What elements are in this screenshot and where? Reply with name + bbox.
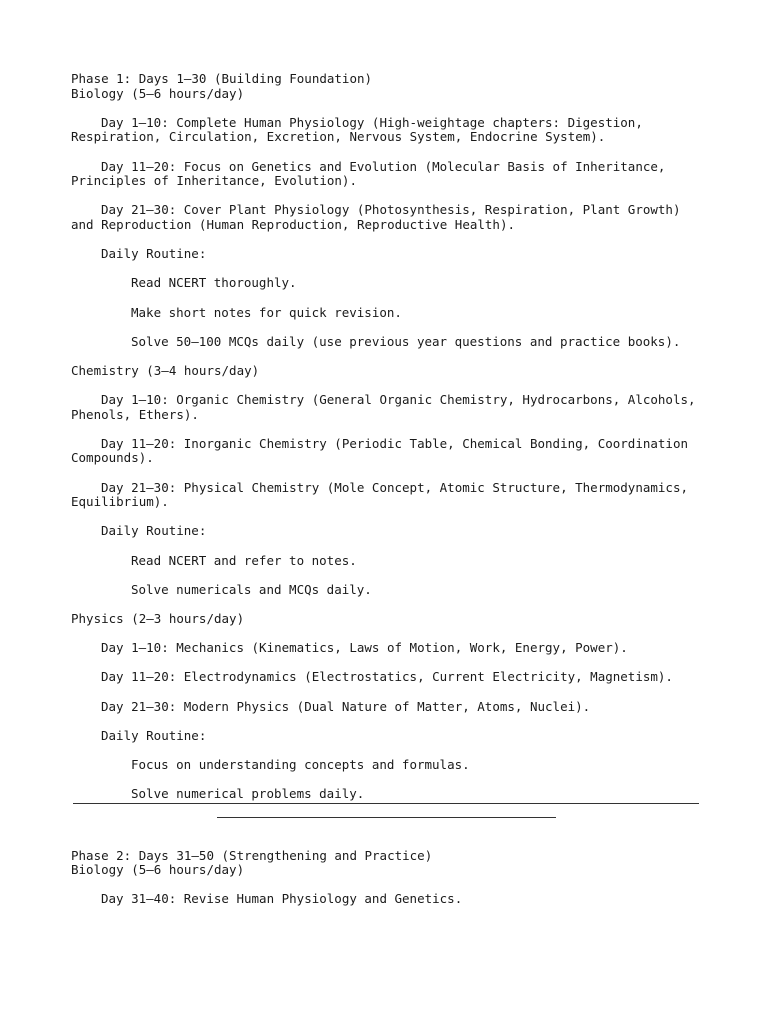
phase1-chemistry-item-3: Day 21–30: Physical Chemistry (Mole Concept, Atomic Structure, Thermodynamics, Equilibrium). xyxy=(71,479,696,510)
phase1-biology-item-2: Day 11–20: Focus on Genetics and Evolution (Molecular Basis of Inheritance, Principles of Inheritance, Evolution). xyxy=(71,158,673,189)
phase1-chemistry-title: Chemistry (3–4 hours/day) xyxy=(71,362,260,378)
phase1-physics-title: Physics (2–3 hours/day) xyxy=(71,610,245,626)
phase1-heading: Phase 1: Days 1–30 (Building Foundation) xyxy=(71,71,373,86)
phase2-biology-title: Biology (5–6 hours/day) xyxy=(71,862,245,878)
phase2-heading: Phase 2: Days 31–50 (Strengthening and Practice) xyxy=(71,847,433,863)
phase1-biology-item-1: Day 1–10: Complete Human Physiology (High-weightage chapters: Digestion, Respiration, Circulation, Excretion, Nervous System, Endocrine System). xyxy=(71,114,651,145)
phase1-chemistry-routine-2: Solve numericals and MCQs daily. xyxy=(131,581,372,597)
phase1-physics-routine-2: Solve numerical problems daily. xyxy=(131,786,365,802)
phase1-physics-routine-1: Focus on understanding concepts and formulas. xyxy=(131,756,470,772)
phase2-biology-item-1: Day 31–40: Revise Human Physiology and Genetics. xyxy=(101,891,463,907)
section-divider-continuation xyxy=(217,817,556,818)
section-divider xyxy=(73,803,699,804)
phase1-chemistry-routine-1: Read NCERT and refer to notes. xyxy=(131,552,357,568)
phase1-chemistry-routine-title: Daily Routine: xyxy=(101,523,207,539)
phase1-biology-routine-2: Make short notes for quick revision. xyxy=(131,304,402,320)
phase1-biology-routine-1: Read NCERT thoroughly. xyxy=(131,275,297,291)
phase1-physics-item-3: Day 21–30: Modern Physics (Dual Nature of Matter, Atoms, Nuclei). xyxy=(101,698,591,714)
phase1-biology-title: Biology (5–6 hours/day) xyxy=(71,85,245,101)
phase1-chemistry-item-2: Day 11–20: Inorganic Chemistry (Periodic Table, Chemical Bonding, Coordination Compounds). xyxy=(71,435,696,466)
phase1-biology-routine-title: Daily Routine: xyxy=(101,246,207,262)
phase1-physics-item-2: Day 11–20: Electrodynamics (Electrostatics, Current Electricity, Magnetism). xyxy=(101,669,673,685)
phase1-physics-routine-title: Daily Routine: xyxy=(101,727,207,743)
phase1-physics-item-1: Day 1–10: Mechanics (Kinematics, Laws of Motion, Work, Energy, Power). xyxy=(101,640,628,656)
phase1-biology-item-3: Day 21–30: Cover Plant Physiology (Photosynthesis, Respiration, Plant Growth) and Reproduction (Human Reproduction, Reproductive Health). xyxy=(71,202,689,232)
phase1-biology-routine-3: Solve 50–100 MCQs daily (use previous year questions and practice books). xyxy=(131,333,681,349)
phase1-chemistry-item-1: Day 1–10: Organic Chemistry (General Organic Chemistry, Hydrocarbons, Alcohols, Phenols, Ethers). xyxy=(71,392,704,422)
document-page xyxy=(71,71,704,907)
